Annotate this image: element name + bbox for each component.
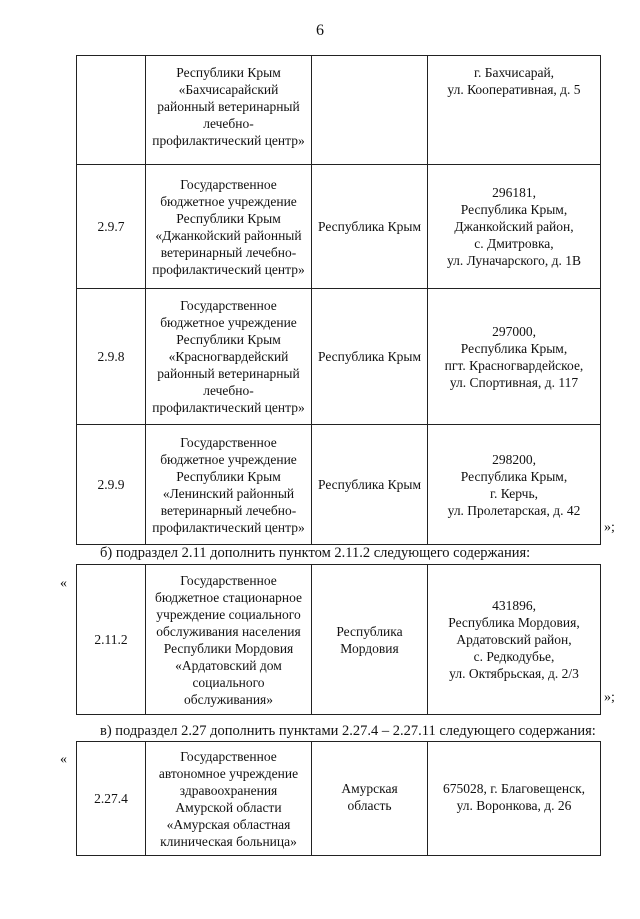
opening-quote-mark: « [60,752,67,767]
table-row [77,425,601,545]
address: 298200, Республика Крым, г. Керчь, ул. Пролетарская, д. 42 [428,425,601,545]
table-row [77,56,601,165]
organization-name: Государственное автономное учреждение здравоохранения Амурской области «Амурская областная клиническая больница» [146,742,312,856]
registry-table-section-2-27 [76,741,601,856]
address: 675028, г. Благовещенск, ул. Воронкова, д. 26 [428,742,601,856]
address: 296181, Республика Крым, Джанкойский район, с. Дмитровка, ул. Луначарского, д. 1В [428,165,601,289]
address: г. Бахчисарай, ул. Кооперативная, д. 5 [428,56,601,165]
region: Амурская область [312,742,428,856]
opening-quote-mark: « [60,576,67,591]
closing-quote-mark: »; [604,690,615,705]
region [312,56,428,165]
organization-name: Государственное бюджетное учреждение Республики Крым «Красногвардейский районный ветеринарный лечебно- профилактический центр» [146,289,312,425]
paragraph-b: б) подраздел 2.11 дополнить пунктом 2.11.2 следующего содержания: [100,545,531,561]
table-row [77,565,601,715]
region: Республика Крым [312,165,428,289]
region: Республика Мордовия [312,565,428,715]
row-number: 2.27.4 [77,742,146,856]
row-number: 2.11.2 [77,565,146,715]
organization-name: Республики Крым «Бахчисарайский районный ветеринарный лечебно- профилактический центр» [146,56,312,165]
region: Республика Крым [312,289,428,425]
registry-table-section-2-11 [76,564,601,715]
registry-table-section-2-9 [76,55,601,545]
page-number: 6 [316,22,324,39]
organization-name: Государственное бюджетное стационарное учреждение социального обслуживания населения Республики Мордовия «Ардатовский дом социального обслуживания» [146,565,312,715]
region: Республика Крым [312,425,428,545]
row-number: 2.9.8 [77,289,146,425]
organization-name: Государственное бюджетное учреждение Республики Крым «Ленинский районный ветеринарный лечебно- профилактический центр» [146,425,312,545]
row-number [77,56,146,165]
address: 431896, Республика Мордовия, Ардатовский район, с. Редкодубье, ул. Октябрьская, д. 2/3 [428,565,601,715]
closing-quote-mark: »; [604,520,615,535]
table-row [77,289,601,425]
paragraph-c: в) подраздел 2.27 дополнить пунктами 2.27.4 – 2.27.11 следующего содержания: [100,723,596,739]
organization-name: Государственное бюджетное учреждение Республики Крым «Джанкойский районный ветеринарный лечебно- профилактический центр» [146,165,312,289]
row-number: 2.9.9 [77,425,146,545]
table-row [77,165,601,289]
table-row [77,742,601,856]
row-number: 2.9.7 [77,165,146,289]
address: 297000, Республика Крым, пгт. Красногвардейское, ул. Спортивная, д. 117 [428,289,601,425]
